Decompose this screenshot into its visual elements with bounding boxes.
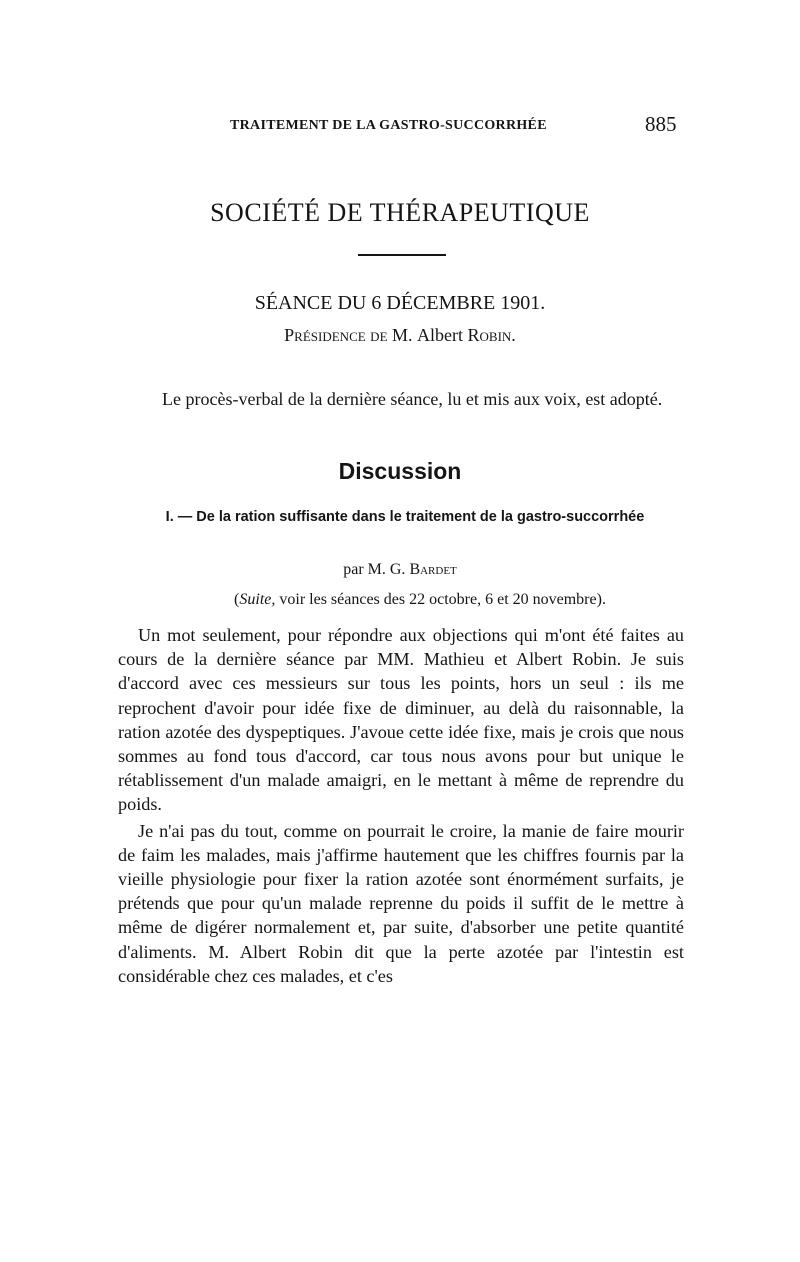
paragraph: Un mot seulement, pour répondre aux objections qui m'ont été faites au cours de la dernière séance par MM. Mathieu et Albert Robin. Je suis d'accord avec ces messieurs sur tous les points, hors un seul : ils me reprochent d'avoir pour idée fixe de diminuer, au delà du raisonnable, la ration azotée des dyspeptiques. J'avoue cette idée fixe, mais je crois que nous sommes au fond tous d'accord, car tous nous avons pour but unique le rétablissement d'un malade amaigri, en le mettant à même de reprendre du poids. bbox=[118, 625, 684, 815]
presidence-prefix: Présidence de M. bbox=[284, 325, 418, 345]
running-title: TRAITEMENT DE LA GASTRO-SUCCORRHÉE bbox=[230, 118, 547, 133]
paragraph: Je n'ai pas du tout, comme on pourrait le croire, la manie de faire mourir de faim les malades, mais j'affirme hautement que les chiffres fournis par la vieille physiologie pour fixer la ration azotée sont énormément surfaits, je prétends que pour qu'un malade reprenne du poids il suffit de le mettre à même de digérer normalement et, par suite, d'absorber une petite quantité d'aliments. M. Albert Robin dit que la perte azotée par l'intestin est considérable chez ces malades, et c'es bbox=[118, 820, 684, 986]
session-date: SÉANCE DU 6 DÉCEMBRE 1901. bbox=[254, 292, 546, 314]
president-first-name: Albert bbox=[417, 325, 464, 345]
society-title: SOCIÉTÉ DE THÉRAPEUTIQUE bbox=[210, 198, 590, 227]
article-byline bbox=[0, 561, 800, 579]
article-title bbox=[150, 507, 660, 528]
suite-text: voir les séances des 22 octobre, 6 et 20 novembre). bbox=[275, 591, 606, 608]
article-number: I. bbox=[165, 509, 174, 525]
byline-prefix: par M. G. bbox=[343, 561, 410, 578]
presidence-line bbox=[0, 325, 800, 346]
article-title-text: — De la ration suffisante dans le traitement de la gastro-succorrhée bbox=[177, 509, 645, 525]
title-rule bbox=[358, 254, 446, 256]
article-author: Bardet bbox=[409, 561, 457, 578]
suite-note: (Suite, voir les séances des 22 octobre, 6 et 20 novembre). bbox=[234, 591, 606, 608]
page-number: 885 bbox=[645, 112, 677, 136]
body-text bbox=[118, 623, 684, 988]
discussion-heading: Discussion bbox=[338, 458, 462, 484]
proces-verbal bbox=[140, 386, 700, 412]
president-last-name: Robin. bbox=[467, 325, 516, 345]
suite-label: Suite, bbox=[239, 591, 276, 608]
proces-verbal-text: Le procès-verbal de la dernière séance, lu et mis aux voix, est adopté. bbox=[162, 389, 663, 409]
